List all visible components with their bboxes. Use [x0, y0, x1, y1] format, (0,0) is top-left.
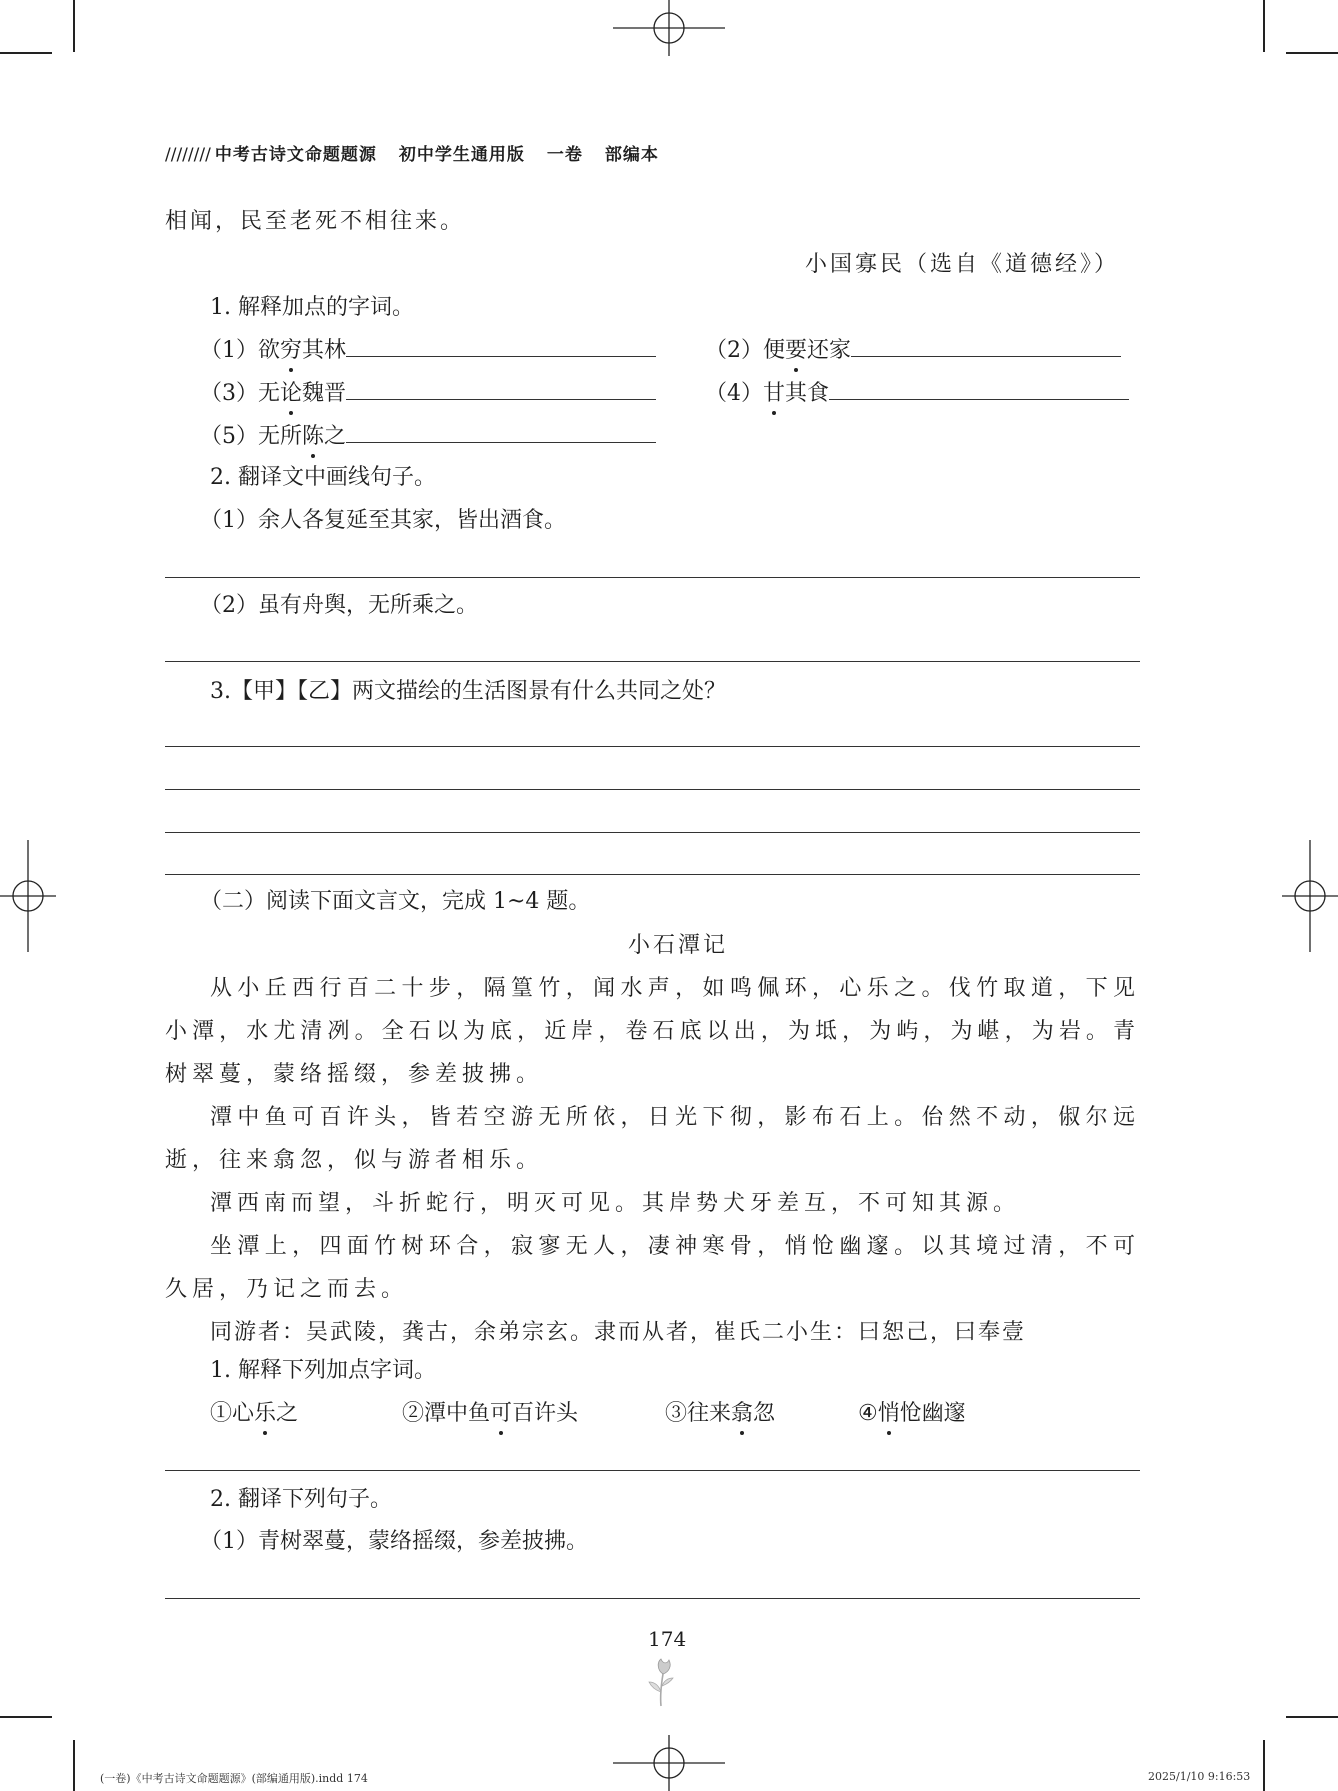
passage-source: 小国寡民（选自《道德经》） — [805, 252, 1120, 277]
passage-paragraph: 同游者：吴武陵，龚古，余弟宗玄。隶而从者，崔氏二小生：曰恕己，曰奉壹 — [210, 1320, 1027, 1345]
part2-q1-item-4: ④悄怆幽邃 — [858, 1399, 966, 1429]
q1-item-5: （5）无所陈之 — [200, 420, 656, 452]
q2-sentence-1: （1）余人各复延至其家，皆出酒食。 — [200, 508, 566, 533]
answer-blank[interactable] — [829, 377, 1129, 400]
registration-mark-bottom — [609, 1733, 729, 1791]
part2-q1-item-3: ③往来翕忽 — [665, 1399, 775, 1429]
q1-item-2: （2）便要还家 — [705, 334, 1121, 366]
registration-mark-left — [0, 836, 58, 956]
part2-q2-sentence-1: （1）青树翠蔓，蒙络摇缀，参差披拂。 — [200, 1529, 588, 1554]
answer-line[interactable] — [165, 789, 1140, 790]
answer-line[interactable] — [165, 1470, 1140, 1471]
header-slashes: //////// — [165, 145, 211, 165]
footer-file-info: (一卷)《中考古诗文命题题源》(部编通用版).indd 174 — [100, 1772, 368, 1785]
passage-title: 小石潭记 — [628, 933, 729, 958]
registration-mark-right — [1280, 836, 1338, 956]
question-3-prompt: 3.【甲】【乙】两文描绘的生活图景有什么共同之处？ — [210, 679, 726, 704]
passage-paragraph: 潭西南而望，斗折蛇行，明灭可见。其岸势犬牙差互，不可知其源。 — [210, 1191, 1021, 1216]
answer-line[interactable] — [165, 661, 1140, 662]
part2-intro: （二）阅读下面文言文，完成 1~4 题。 — [200, 889, 591, 914]
answer-line[interactable] — [165, 746, 1140, 747]
q1-item-3: （3）无论魏晋 — [200, 377, 656, 409]
answer-line[interactable] — [165, 1598, 1140, 1599]
question-2-prompt: 2. 翻译文中画线句子。 — [210, 465, 436, 490]
part2-q1-item-1: ①心乐之 — [210, 1399, 298, 1429]
part2-q1-prompt: 1. 解释下列加点字词。 — [210, 1358, 436, 1383]
part2-q2-prompt: 2. 翻译下列句子。 — [210, 1487, 392, 1512]
q1-item-4: （4）甘其食 — [705, 377, 1129, 409]
passage-paragraph: 从小丘西行百二十步，隔篁竹，闻水声，如鸣佩环，心乐之。伐竹取道，下见小潭，水尤清冽。全石以为底，近岸，卷石底以出，为坻，为屿，为嵁，为岩。青树翠蔓，蒙络摇缀，参差披拂。 — [165, 976, 1140, 1087]
page-number: 174 — [648, 1627, 687, 1651]
registration-mark-top — [609, 0, 729, 58]
flower-ornament-icon — [643, 1656, 679, 1708]
passage-paragraph: 潭中鱼可百许头，皆若空游无所依，日光下彻，影布石上。佁然不动，俶尔远逝，往来翕忽，似与游者相乐。 — [165, 1105, 1140, 1173]
header-version: 部编本 — [604, 145, 659, 165]
q1-item-1: （1）欲穷其林 — [200, 334, 656, 366]
q2-sentence-2: （2）虽有舟舆，无所乘之。 — [200, 593, 478, 618]
answer-blank[interactable] — [346, 334, 656, 357]
answer-line[interactable] — [165, 577, 1140, 578]
answer-blank[interactable] — [346, 420, 656, 443]
part2-q1-item-2: ②潭中鱼可百许头 — [402, 1399, 578, 1429]
answer-line[interactable] — [165, 832, 1140, 833]
passage-paragraph: 坐潭上，四面竹树环合，寂寥无人，凄神寒骨，悄怆幽邃。以其境过清，不可久居，乃记之而去。 — [165, 1234, 1140, 1302]
answer-blank[interactable] — [346, 377, 656, 400]
running-header — [165, 140, 659, 165]
passage-continuation: 相闻，民至老死不相往来。 — [165, 209, 466, 234]
header-title: 中考古诗文命题题源 — [214, 145, 377, 165]
answer-blank[interactable] — [851, 334, 1121, 357]
footer-timestamp: 2025/1/10 9:16:53 — [1148, 1770, 1251, 1783]
header-volume: 一卷 — [546, 145, 583, 165]
question-1-prompt: 1. 解释加点的字词。 — [210, 295, 414, 320]
header-edition: 初中学生通用版 — [398, 145, 525, 165]
passage-body — [165, 967, 1140, 1354]
answer-line[interactable] — [165, 874, 1140, 875]
